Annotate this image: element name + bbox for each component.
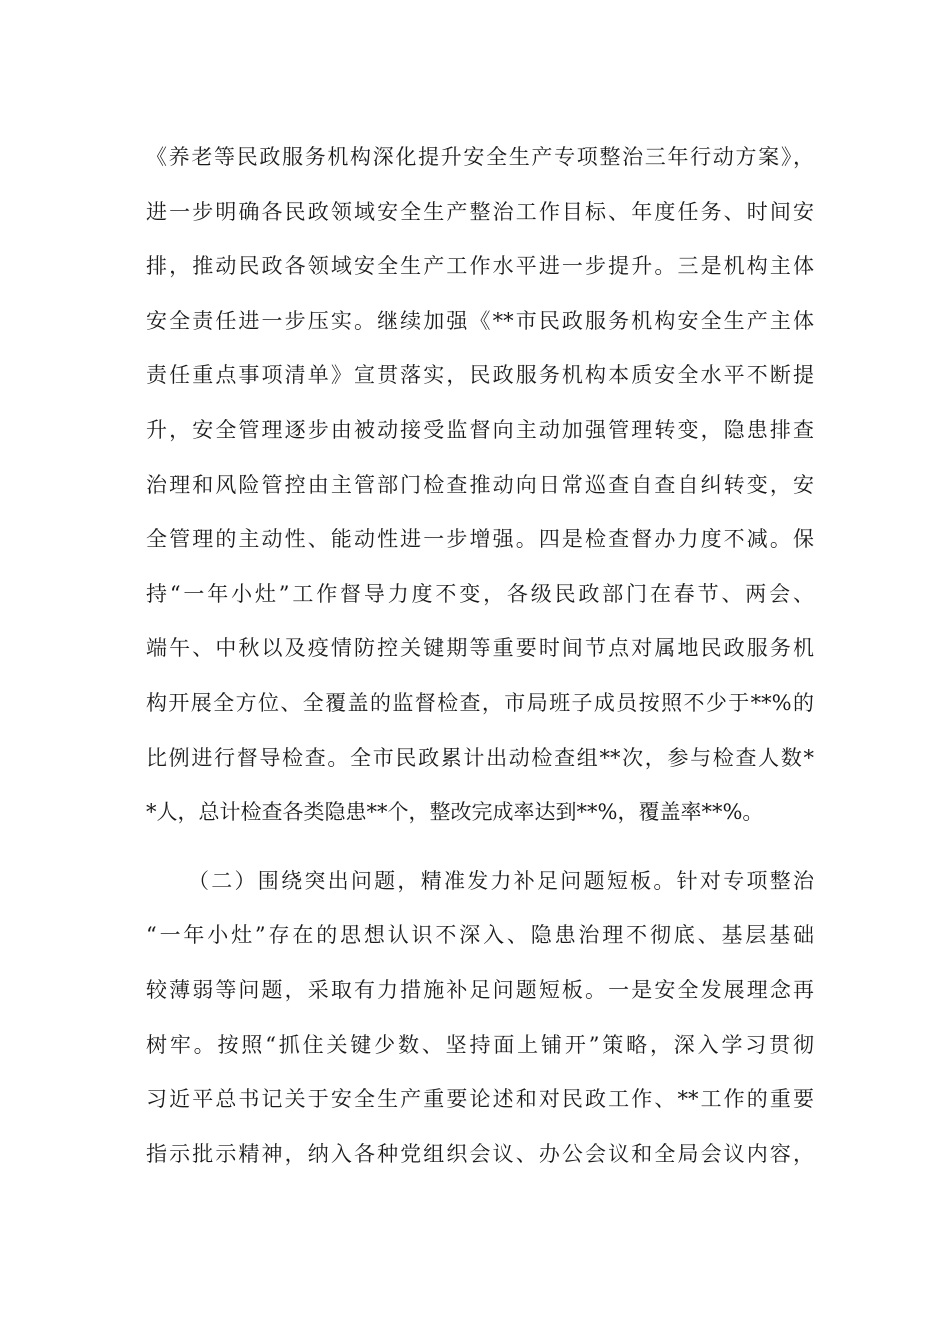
paragraph-gap	[146, 840, 814, 854]
text-line: “一年小灶”存在的思想认识不深入、隐患治理不彻底、基层基础	[146, 923, 814, 948]
text-line: 全管理的主动性、能动性进一步增强。四是检查督办力度不减。保	[146, 527, 814, 552]
text-line: 排，推动民政各领域安全生产工作水平进一步提升。三是机构主体	[146, 254, 814, 279]
text-line: 习近平总书记关于安全生产重要论述和对民政工作、**工作的重要	[146, 1087, 814, 1112]
paragraph-2	[146, 854, 814, 1182]
text-line: 《养老等民政服务机构深化提升安全生产专项整治三年行动方案》，	[146, 145, 814, 169]
text-line: 比例进行督导检查。全市民政累计出动检查组**次，参与检查人数*	[146, 745, 814, 770]
text-line: *人，总计检查各类隐患**个，整改完成率达到**%，覆盖率**%。	[146, 800, 764, 825]
text-line: 端午、中秋以及疫情防控关键期等重要时间节点对属地民政服务机	[146, 636, 814, 661]
text-line: 树牢。按照“抓住关键少数、坚持面上铺开”策略，深入学习贯彻	[146, 1032, 814, 1057]
text-line: 进一步明确各民政领域安全生产整治工作目标、年度任务、时间安	[146, 199, 814, 224]
text-line: 升，安全管理逐步由被动接受监督向主动加强管理转变，隐患排查	[146, 417, 814, 442]
text-line: 安全责任进一步压实。继续加强《**市民政服务机构安全生产主体	[146, 308, 814, 333]
text-line: 指示批示精神，纳入各种党组织会议、办公会议和全局会议内容，	[146, 1141, 814, 1166]
text-line: 较薄弱等问题，采取有力措施补足问题短板。一是安全发展理念再	[146, 977, 814, 1002]
text-line: 持“一年小灶”工作督导力度不变，各级民政部门在春节、两会、	[146, 581, 814, 606]
document-body	[146, 130, 814, 1181]
text-line: 治理和风险管控由主管部门检查推动向日常巡查自查自纠转变，安	[146, 472, 814, 497]
text-line: 责任重点事项清单》宣贯落实，民政服务机构本质安全水平不断提	[146, 363, 814, 388]
text-line: （二）围绕突出问题，精准发力补足问题短板。针对专项整治	[188, 868, 814, 893]
text-line: 构开展全方位、全覆盖的监督检查，市局班子成员按照不少于**%的	[146, 690, 814, 715]
paragraph-1	[146, 130, 814, 840]
